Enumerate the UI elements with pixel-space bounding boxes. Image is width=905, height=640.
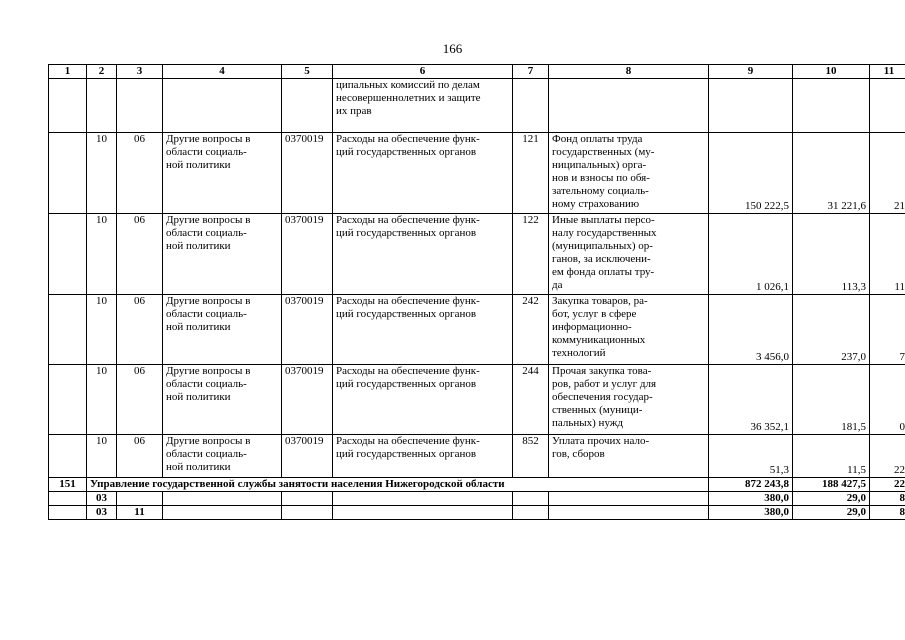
cell-col1 [49,365,87,435]
subtotal-row [49,506,905,520]
amount-col11: 11 [870,214,905,295]
empty-cell [282,506,333,520]
expense-type-name: Закупка товаров, ра- бот, услуг в сфере информационно- коммуникационных технологий [549,295,709,365]
target-article-code: 0370019 [282,133,333,214]
header-cell: 2 [87,65,117,79]
cell-col1 [49,506,87,520]
section-code: 10 [87,365,117,435]
amount-col11: 21 [870,133,905,214]
header-cell: 5 [282,65,333,79]
amount-col9: 36 352,1 [709,365,793,435]
amount-col9: 3 456,0 [709,295,793,365]
subsection-code: 06 [117,435,163,478]
target-article-code: 0370019 [282,365,333,435]
expense-type-code: 852 [513,435,549,478]
empty-cell [549,492,709,506]
total-col10: 188 427,5 [793,478,870,492]
total-col9: 872 243,8 [709,478,793,492]
empty-cell [333,492,513,506]
continuation-row [49,79,905,133]
subtotal-row [49,492,905,506]
total-row [49,478,905,492]
subtotal-col9: 380,0 [709,506,793,520]
header-cell: 6 [333,65,513,79]
empty-cell [282,492,333,506]
subtotal-col11: 8 [870,506,905,520]
subtotal-col9: 380,0 [709,492,793,506]
agency-name: Управление государственной службы занятости населения Нижегородской области [87,478,709,492]
amount-col10: 11,5 [793,435,870,478]
expense-type-name: Прочая закупка това- ров, работ и услуг для обеспечения государ- ственных (муници- пальных) нужд [549,365,709,435]
section-code: 10 [87,435,117,478]
page-number: 166 [442,41,463,56]
cell-col1 [49,295,87,365]
target-article-code: 0370019 [282,214,333,295]
amount-col11: 22 [870,435,905,478]
table-row [49,295,905,365]
cell-col1 [49,133,87,214]
header-row [49,65,905,79]
subsection-code: 06 [117,295,163,365]
header-cell: 4 [163,65,282,79]
subsection-code: 06 [117,214,163,295]
amount-col11: 0 [870,365,905,435]
amount-col10: 31 221,6 [793,133,870,214]
cell-col1 [49,492,87,506]
table-row [49,435,905,478]
expense-type-name: Уплата прочих нало- гов, сборов [549,435,709,478]
expense-type-name: Фонд оплаты труда государственных (му- ниципальных) орга- нов и взносы по обя- зательному социаль- ному страхованию [549,133,709,214]
section-code: 03 [87,506,117,520]
empty-cell [163,492,282,506]
subtotal-col10: 29,0 [793,506,870,520]
expense-description: Расходы на обеспечение функ- ций государственных органов [333,365,513,435]
empty-cell [549,506,709,520]
header-cell: 8 [549,65,709,79]
subsection-code: 06 [117,365,163,435]
cell-col1 [49,214,87,295]
expense-description: Расходы на обеспечение функ- ций государственных органов [333,295,513,365]
subsection-code: 06 [117,133,163,214]
subsection-code: 11 [117,506,163,520]
subsection-name: Другие вопросы в области социаль- ной политики [163,295,282,365]
subsection-name: Другие вопросы в области социаль- ной политики [163,133,282,214]
expense-description: Расходы на обеспечение функ- ций государственных органов [333,214,513,295]
budget-table [48,64,905,520]
expense-type-code: 242 [513,295,549,365]
cell-col1 [49,435,87,478]
target-article-code: 0370019 [282,295,333,365]
expense-description: Расходы на обеспечение функ- ций государственных органов [333,435,513,478]
subsection-name: Другие вопросы в области социаль- ной политики [163,365,282,435]
subsection-name: Другие вопросы в области социаль- ной политики [163,435,282,478]
amount-col10: 113,3 [793,214,870,295]
expense-type-name: Иные выплаты персо- налу государственных (муниципальных) ор- ганов, за исключени- ем фонда оплаты тру- да [549,214,709,295]
header-cell: 10 [793,65,870,79]
section-code: 10 [87,214,117,295]
subsection-name: Другие вопросы в области социаль- ной политики [163,214,282,295]
table-row [49,133,905,214]
amount-col9: 1 026,1 [709,214,793,295]
amount-col9: 150 222,5 [709,133,793,214]
header-cell: 11 [870,65,905,79]
table-row [49,214,905,295]
subtotal-col10: 29,0 [793,492,870,506]
agency-code: 151 [49,478,87,492]
amount-col10: 237,0 [793,295,870,365]
section-code: 10 [87,295,117,365]
subsection-code [117,492,163,506]
empty-cell [513,506,549,520]
table-row [49,365,905,435]
section-code: 10 [87,133,117,214]
header-cell: 7 [513,65,549,79]
total-col11: 22 [870,478,905,492]
empty-cell [333,506,513,520]
section-code: 03 [87,492,117,506]
empty-cell [163,506,282,520]
expense-description: Расходы на обеспечение функ- ций государственных органов [333,133,513,214]
header-cell: 3 [117,65,163,79]
header-cell: 9 [709,65,793,79]
subtotal-col11: 8 [870,492,905,506]
header-cell: 1 [49,65,87,79]
expense-description: ципальных комиссий по делам несовершеннолетних и защите их прав [333,79,513,133]
amount-col9: 51,3 [709,435,793,478]
amount-col10: 181,5 [793,365,870,435]
expense-type-code: 244 [513,365,549,435]
amount-col11: 7 [870,295,905,365]
expense-type-code: 121 [513,133,549,214]
empty-cell [513,492,549,506]
target-article-code: 0370019 [282,435,333,478]
expense-type-code: 122 [513,214,549,295]
